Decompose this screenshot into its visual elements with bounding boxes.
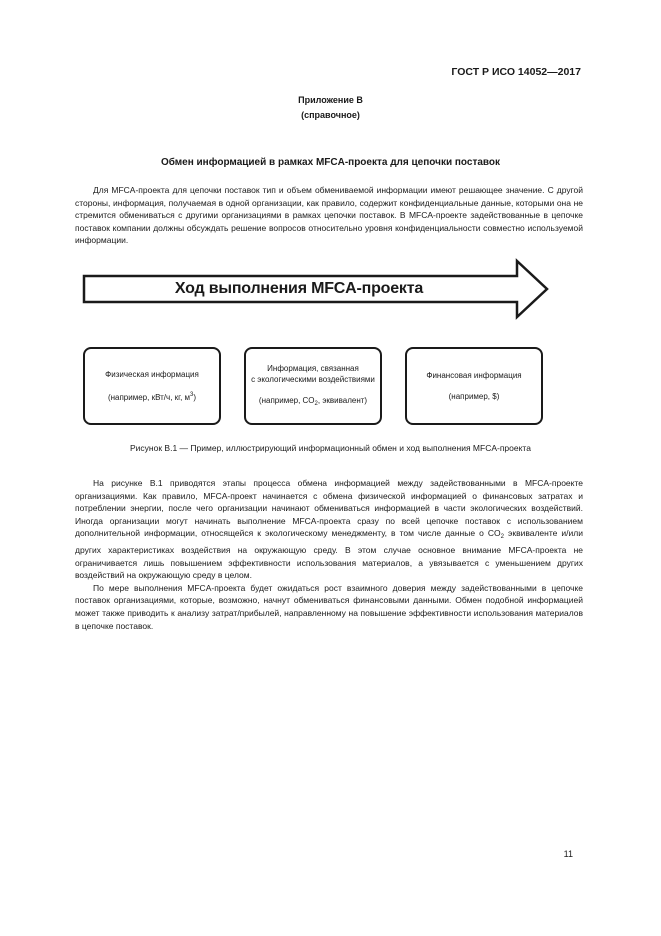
box-physical-title: Физическая информация — [105, 370, 199, 379]
figure-caption: Рисунок В.1 — Пример, иллюстрирующий информационный обмен и ход выполнения MFCA-проекта — [130, 443, 531, 453]
box-financial-title: Финансовая информация — [426, 371, 522, 380]
box-environmental-example: (например, $CO_2$, эквивалент) — [258, 395, 368, 407]
box-financial-example: (например, $) — [448, 392, 500, 401]
box-financial-info — [405, 347, 543, 425]
page-number: 11 — [563, 849, 573, 859]
box-physical-example: (например, кВт/ч, кг, $м^3$) — [107, 392, 197, 402]
body-paragraph-2: По мере выполнения MFCA-проекта будет ожидаться рост взаимного доверия между задействованными в цепочке поставок организациями, которые, возможно, начнут обмениваться финансовыми данными. Обмен подобной информацией может также приводить к анализу затрат/прибылей, направленному на повышение эффективности использования материалов в цепочке поставок. — [75, 582, 583, 631]
body-paragraph-1: На рисунке В.1 приводятся этапы процесса обмена информацией между задействованными в MFCA-проекте организациями. Как правило, MFCA-проект начинается с обмена физической информацией о финансовых затратах и потреблении энергии, после чего организации начинают обмениваться информацией в части экологических воздействий. Иногда организации могут начинать выполнение MFCA-проекта сразу по всей цепочке поставок с использованием дополнительной информации, относящейся к экологическому менеджменту, в том числе данные о $CO_2$ эквиваленте и/или других характеристиках воздействия на окружающую среду. В этом случае основное внимание MFCA-проекта не ограничивается лишь повышением эффективности использования материалов, а увязывается с уменьшением других воздействий на окружающую среду в целом. — [75, 478, 583, 581]
box-physical-info — [83, 347, 221, 425]
box-environmental-title-cont: с экологическими воздействиями — [251, 374, 375, 384]
section-title: Обмен информацией в рамках MFCA-проекта для цепочки поставок — [160, 157, 501, 168]
annex-title: Приложение В — [298, 95, 363, 105]
body-text — [75, 477, 583, 632]
intro-text: Для MFCA-проекта для цепочки поставок тип и объем обмениваемой информации имеют решающее значение. С другой стороны, информация, получаемая в одной организации, как правило, содержит конфиденциальные данные, которыми она не стремится обмениваться с другими организациями в рамках цепочки поставок. В MFCA-проекте задействованные в цепочке поставок компании должны обсуждать решение вопросов относительно уровня конфиденциальности совместно используемой информации. — [75, 185, 583, 246]
box-environmental-info — [244, 347, 382, 425]
arrow-label: Ход выполнения MFCA-проекта — [174, 280, 424, 297]
box-environmental-title: Информация, связанная — [267, 363, 359, 373]
annex-subtitle: (справочное) — [301, 110, 360, 120]
standard-number: ГОСТ Р ИСО 14052—2017 — [451, 66, 581, 78]
